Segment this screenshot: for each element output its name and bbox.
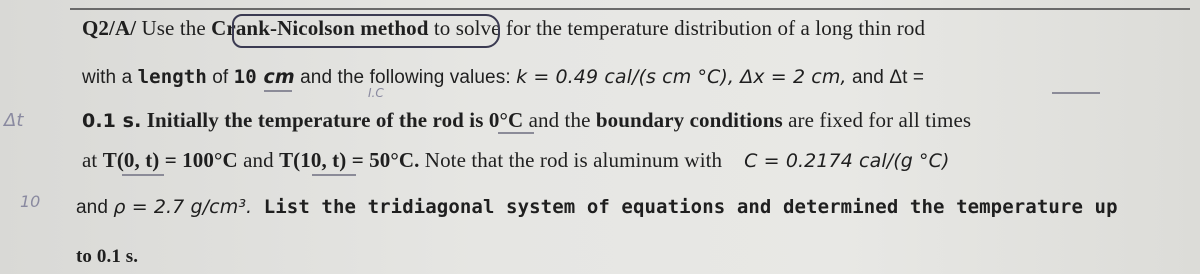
handwritten-dt: Δt (4, 110, 24, 131)
question-line-5 (76, 194, 1118, 219)
handwritten-ten: 10 (20, 192, 41, 211)
conductivity: k = 0.49 cal/(s cm °C), (516, 66, 735, 88)
dt-value: 0.1 s. (82, 110, 142, 132)
handwritten-ic: I.C (368, 86, 384, 100)
text: of (206, 67, 234, 88)
length-word: length (137, 66, 207, 88)
text: and the following values: (294, 67, 517, 88)
question-label: Q2/A/ (82, 16, 137, 40)
question-line-3 (82, 108, 971, 133)
length-unit: cm (256, 66, 295, 88)
boundary-condition-left: T(0, t) = 100°C (102, 148, 238, 172)
underline-mark (312, 174, 356, 176)
underline-mark (498, 132, 534, 134)
text: are fixed for all times (782, 108, 972, 132)
underline-mark (1052, 92, 1100, 94)
density: ρ = 2.7 g/cm³. (113, 196, 253, 218)
text: at (82, 148, 103, 172)
underline-mark (122, 174, 164, 176)
method-name: Crank-Nicolson method (211, 16, 429, 40)
dx: Δx = 2 cm, (734, 66, 847, 88)
text: Note that the rod is aluminum with (419, 148, 723, 172)
handwritten-box (232, 14, 500, 48)
question-line-2 (82, 64, 924, 89)
text: to 0.1 s. (76, 246, 139, 267)
text: Initially the temperature of the rod is (141, 108, 489, 132)
text: List the tridiagonal system of equations and determined the temperature up (252, 196, 1118, 218)
length-value: 10 (233, 66, 257, 88)
initial-temperature: 0°C (488, 108, 524, 132)
question-line-6 (76, 246, 138, 268)
boundary-condition-right: T(10, t) = 50°C. (279, 148, 420, 172)
underline-mark (264, 90, 292, 92)
text: with a (82, 67, 138, 88)
boundary-conditions: boundary conditions (595, 108, 783, 132)
heat-capacity: C = 0.2174 cal/(g °C) (744, 150, 950, 172)
text: and Δt = (846, 67, 925, 88)
question-line-1 (82, 16, 925, 41)
top-rule (70, 8, 1190, 10)
text: Use the (136, 16, 212, 40)
text: and (76, 197, 114, 218)
question-line-4 (82, 148, 950, 173)
text: and the (523, 108, 596, 132)
text: to solve for the temperature distribution of a long thin rod (428, 16, 926, 40)
text: and (237, 148, 280, 172)
